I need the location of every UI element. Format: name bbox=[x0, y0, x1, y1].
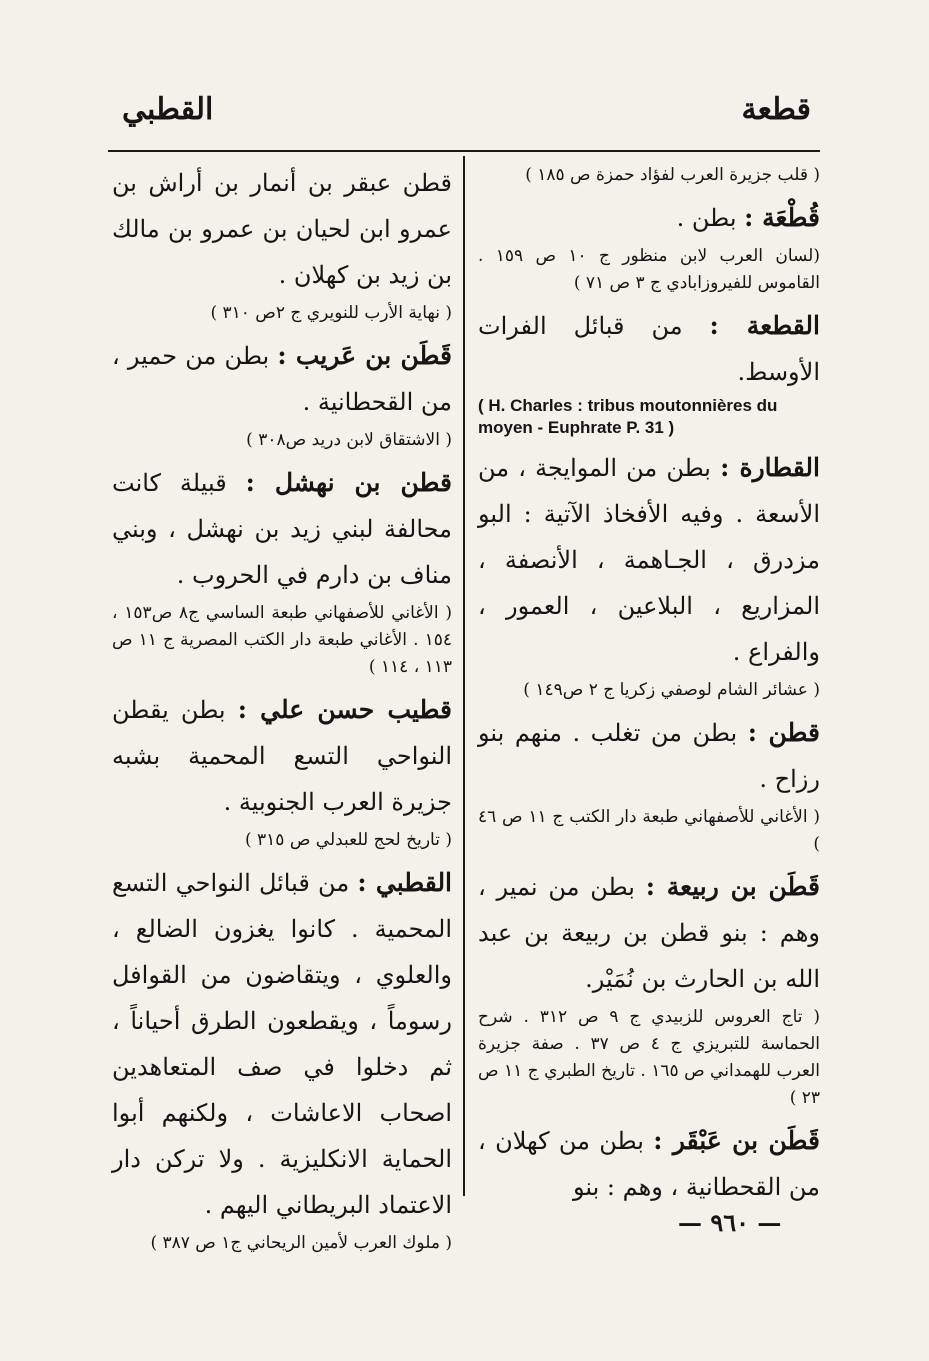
entry-headword: قطن : bbox=[747, 718, 821, 747]
dictionary-entry bbox=[478, 445, 820, 675]
entry-headword: القطارة : bbox=[720, 453, 820, 482]
entry-text: بطن من حمير ، من القحطانية . bbox=[112, 342, 452, 416]
dictionary-entry bbox=[478, 1118, 820, 1210]
entry-text: بطن . bbox=[676, 204, 745, 232]
entry-headword: القطبي : bbox=[357, 868, 453, 897]
left-column bbox=[112, 160, 452, 1263]
dictionary-entry bbox=[478, 195, 820, 241]
dictionary-entry bbox=[112, 860, 452, 1228]
reference-citation: ( ملوك العرب لأمين الريحاني ج١ ص ٣٨٧ ) bbox=[150, 1233, 452, 1253]
entry-headword: قطن بن نهشل : bbox=[245, 468, 452, 497]
dictionary-entry bbox=[112, 460, 452, 598]
reference-citation: ( تاج العروس للزبيدي ج ٩ ص ٣١٢ . شرح الحماسة للتبريزي ج ٤ ص ٣٧ . صفة جزيرة العرب للهمداني ص ١٦٥ . تاريخ الطبري ج ١١ ص ٢٣ ) bbox=[478, 1007, 821, 1108]
header-rule bbox=[108, 150, 820, 152]
column-divider bbox=[463, 156, 465, 1196]
reference-citation: ( نهاية الأرب للنويري ج ٢ص ٣١٠ ) bbox=[210, 303, 452, 323]
entry-text: قطن عبقر بن أنمار بن أراش بن عمرو ابن لحيان بن عمرو بن مالك بن زيد بن كهلان . bbox=[112, 169, 452, 289]
header-entry-word: قطعة bbox=[741, 92, 811, 127]
entry-headword: قُطْعَة : bbox=[744, 203, 820, 232]
reference-citation: ( عشائر الشام لوصفي زكريا ج ٢ ص١٤٩ ) bbox=[523, 680, 820, 700]
reference-citation: ( الاشتقاق لابن دريد ص٣٠٨ ) bbox=[246, 430, 452, 450]
entry-text: بطن من كهلان ، من القحطانية ، وهم : بنو bbox=[478, 1127, 820, 1201]
page-number: — ٩٦٠ — bbox=[678, 1208, 782, 1237]
right-column bbox=[478, 160, 820, 1210]
reference-citation: (لسان العرب لابن منظور ج ١٠ ص ١٥٩ . القاموس للفيروزابادي ج ٣ ص ٧١ ) bbox=[478, 246, 820, 293]
reference-citation: ( تاريخ لحج للعبدلي ص ٣١٥ ) bbox=[244, 830, 452, 850]
entry-text: قبيلة كانت محالفة لبني زيد بن نهشل ، وبني مناف بن دارم في الحروب . bbox=[112, 469, 452, 589]
dictionary-entry bbox=[112, 160, 452, 298]
latin-citation: ( H. Charles : tribus moutonnières du moyen - Euphrate P. 31 ) bbox=[478, 396, 778, 437]
entry-headword: قطيب حسن علي : bbox=[237, 695, 452, 724]
entry-text: من قبائل النواحي التسع المحمية . كانوا يغزون الضالع ، والعلوي ، ويتقاضون من القوافل رسوماً ، ويقطعون الطرق أحياناً ، ثم دخلوا في صف المتعاهدين اصحاب الاعاشات ، ولكنهم أبوا الحماية الانكليزية . ولا تركن دار الاعتماد البريطاني اليهم . bbox=[112, 869, 452, 1219]
dictionary-entry bbox=[112, 687, 452, 825]
entry-text: بطن يقطن النواحي التسع المحمية بشبه جزيرة العرب الجنوبية . bbox=[112, 696, 452, 816]
reference-citation: ( الأغاني للأصفهاني طبعة الساسي ج٨ ص١٥٣ ، ١٥٤ . الأغاني طبعة دار الكتب المصرية ج ١١ ص ١١٣ ، ١١٤ ) bbox=[112, 603, 452, 677]
entry-headword: قَطَن بن ربيعة : bbox=[645, 872, 821, 901]
dictionary-entry bbox=[478, 710, 820, 802]
reference-citation: ( الأغاني للأصفهاني طبعة دار الكتب ج ١١ ص ٤٦ ) bbox=[478, 807, 820, 854]
entry-headword: قَطَن بن عَبْقَر : bbox=[653, 1126, 820, 1155]
dictionary-entry bbox=[478, 303, 820, 395]
entry-text: من قبائل الفرات الأوسط. bbox=[478, 312, 820, 386]
entry-text: بطن من تغلب . منهم بنو رزاح . bbox=[478, 719, 820, 793]
entry-text: بطن من نمير ، وهم : بنو قطن بن ربيعة بن عبد الله بن الحارث بن نُمَيْر. bbox=[478, 873, 820, 993]
dictionary-entry bbox=[112, 333, 452, 425]
entry-headword: قَطَن بن عَريب : bbox=[277, 341, 452, 370]
reference-citation: ( قلب جزيرة العرب لفؤاد حمزة ص ١٨٥ ) bbox=[525, 165, 820, 185]
entry-text: بطن من الموايجة ، من الأسعة . وفيه الأفخاذ الآتية : البو مزدرق ، الجـاهمة ، الأنصفة ، المزاريع ، البلاعين ، العمور ، والفراع . bbox=[478, 454, 820, 666]
header-last-word: القطبي bbox=[122, 92, 214, 127]
dictionary-entry bbox=[478, 864, 820, 1002]
entry-headword: القطعة : bbox=[709, 311, 820, 340]
